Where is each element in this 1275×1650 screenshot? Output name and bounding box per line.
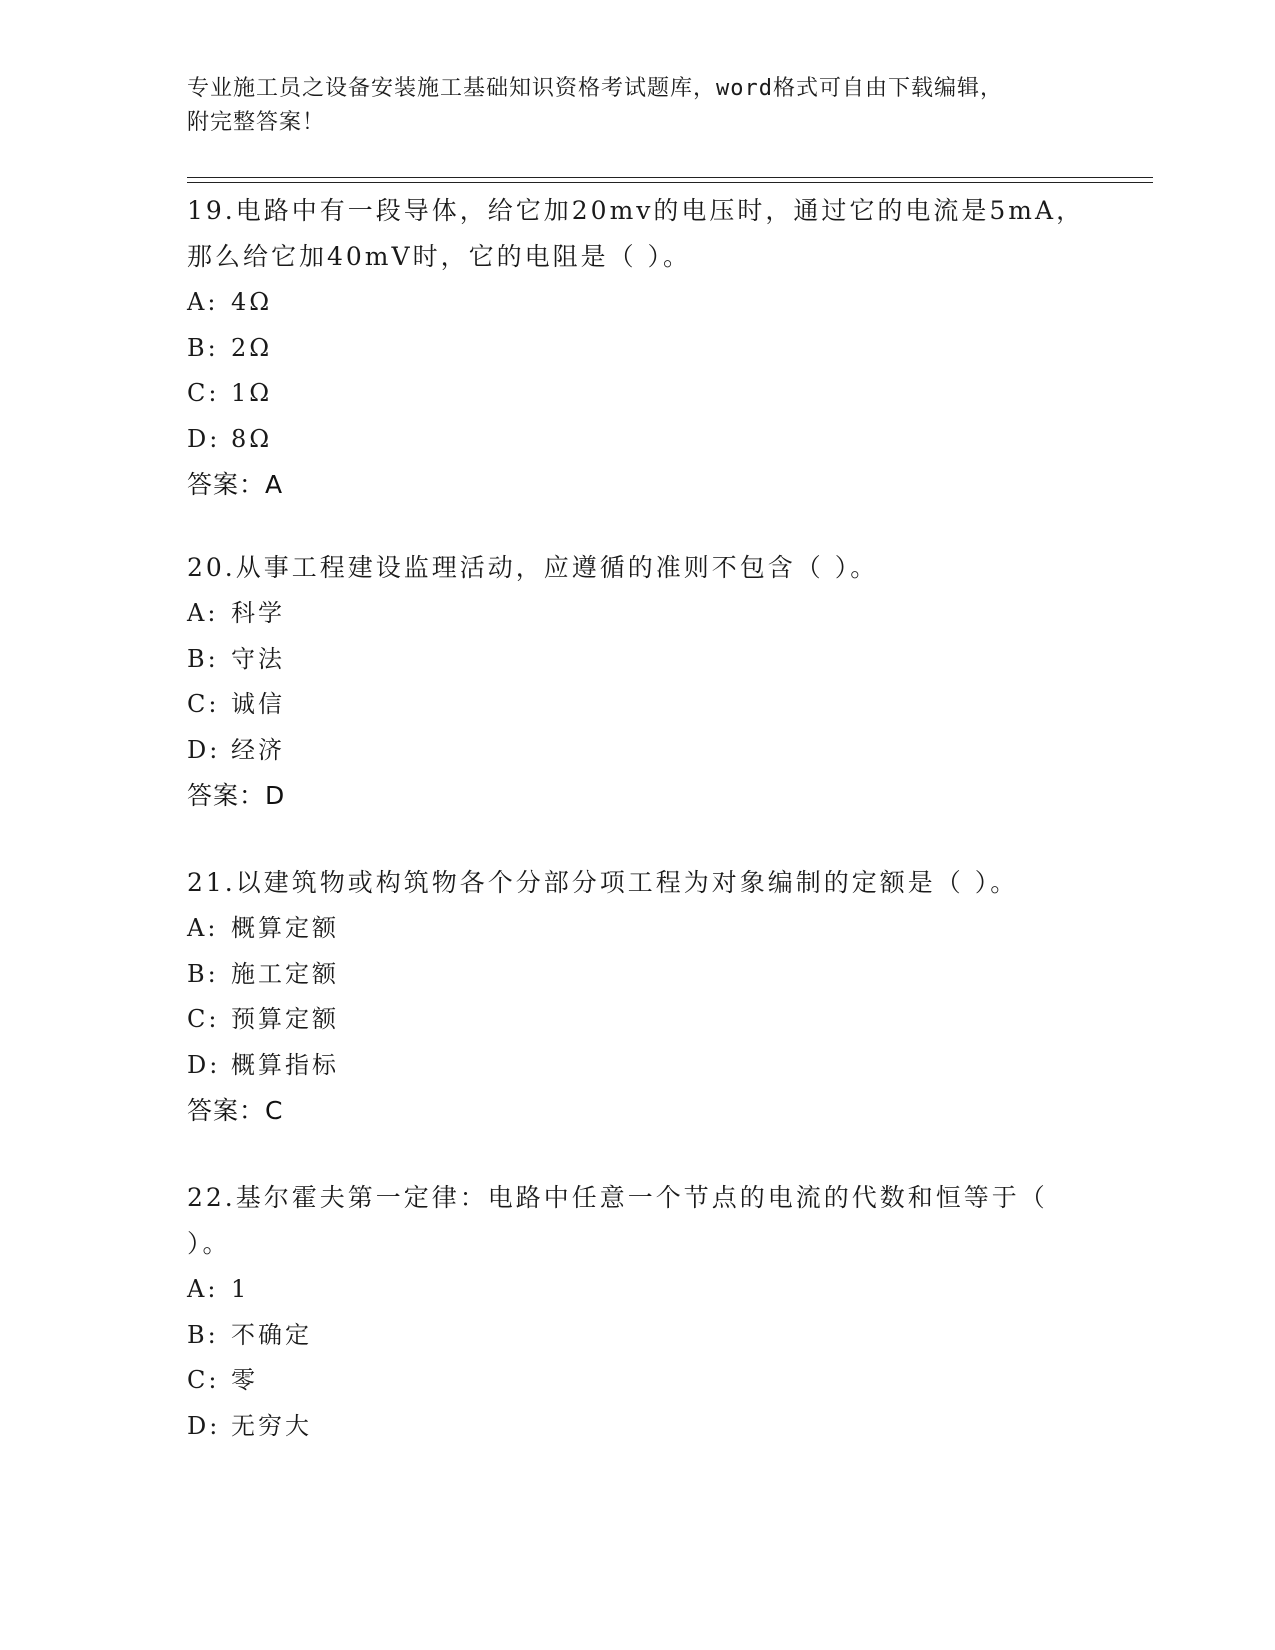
option-b <box>187 637 1087 683</box>
option-letter: B: <box>187 959 219 988</box>
option-letter: C: <box>187 379 220 407</box>
question-stem-line-1: 20.从事工程建设监理活动，应遵循的准则不包含（ ）。 <box>187 553 879 582</box>
option-d <box>187 728 1087 774</box>
answer-line: 答案：A <box>187 470 284 499</box>
option-b <box>187 952 1087 998</box>
option-letter: B: <box>187 1320 219 1349</box>
option-c <box>187 1358 1087 1404</box>
option-text: 诚信 <box>231 690 285 718</box>
option-text: 科学 <box>231 599 285 627</box>
option-b <box>187 1313 1087 1359</box>
question-stem-line-2: ）。 <box>187 1229 231 1258</box>
document-header <box>187 72 1087 140</box>
option-text: 不确定 <box>231 1320 312 1349</box>
option-letter: A: <box>187 914 219 942</box>
question-stem-line-1: 21.以建筑物或构筑物各个分部分项工程为对象编制的定额是（ ）。 <box>187 868 1019 897</box>
question-22 <box>187 1175 1087 1449</box>
option-letter: C: <box>187 1366 220 1394</box>
option-d <box>187 1404 1087 1450</box>
option-a <box>187 280 1087 326</box>
option-letter: B: <box>187 333 219 362</box>
option-b <box>187 326 1087 372</box>
option-text: 4Ω <box>231 288 273 316</box>
question-stem-line-1: 22.基尔霍夫第一定律：电路中任意一个节点的电流的代数和恒等于（ <box>187 1183 1048 1212</box>
option-a <box>187 1267 1087 1313</box>
option-text: 8Ω <box>231 424 273 453</box>
option-text: 1 <box>231 1275 250 1303</box>
answer-line: 答案：C <box>187 1096 284 1125</box>
header-line-2: 附完整答案！ <box>187 110 326 135</box>
option-a <box>187 591 1087 637</box>
option-letter: A: <box>187 599 219 627</box>
option-letter: D: <box>187 1411 221 1440</box>
option-text: 无穷大 <box>231 1411 312 1440</box>
option-letter: A: <box>187 1275 219 1303</box>
option-c <box>187 371 1087 417</box>
option-text: 经济 <box>231 735 285 764</box>
option-letter: D: <box>187 1050 221 1079</box>
option-text: 2Ω <box>231 333 273 362</box>
question-19 <box>187 188 1087 508</box>
header-line-1: 专业施工员之设备安装施工基础知识资格考试题库，word格式可自由下载编辑， <box>187 76 1003 101</box>
question-stem-line-1: 19.电路中有一段导体，给它加20mv的电压时，通过它的电流是5mA， <box>187 196 1085 225</box>
option-letter: B: <box>187 644 219 673</box>
option-letter: C: <box>187 1005 220 1033</box>
header-divider-top <box>187 177 1153 178</box>
option-c <box>187 997 1087 1043</box>
option-a <box>187 906 1087 952</box>
option-c <box>187 682 1087 728</box>
option-letter: C: <box>187 690 220 718</box>
question-21 <box>187 860 1087 1134</box>
option-text: 预算定额 <box>231 1005 339 1033</box>
option-text: 概算指标 <box>231 1050 339 1079</box>
option-letter: D: <box>187 424 221 453</box>
header-divider-bottom <box>187 182 1153 183</box>
answer-line: 答案：D <box>187 781 286 810</box>
question-20 <box>187 545 1087 819</box>
option-text: 概算定额 <box>231 914 339 942</box>
option-letter: A: <box>187 288 219 316</box>
question-stem-line-2: 那么给它加40mV时，它的电阻是（ ）。 <box>187 242 692 271</box>
option-d <box>187 1043 1087 1089</box>
option-text: 1Ω <box>231 379 273 407</box>
option-text: 施工定额 <box>231 959 339 988</box>
option-text: 零 <box>231 1366 258 1394</box>
option-letter: D: <box>187 735 221 764</box>
option-d <box>187 417 1087 463</box>
option-text: 守法 <box>231 644 285 673</box>
